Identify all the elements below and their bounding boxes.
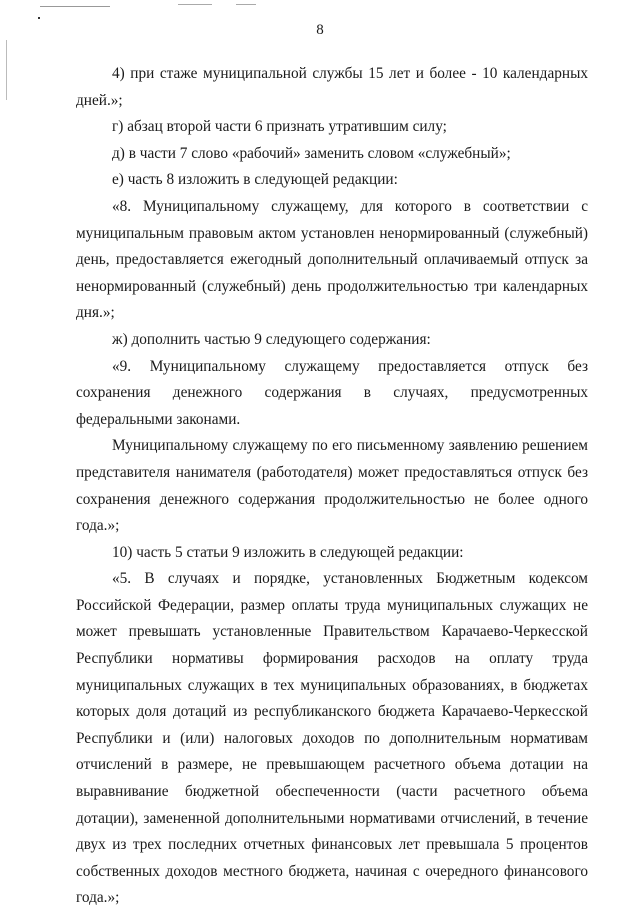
paragraph: 10) часть 5 статьи 9 изложить в следующей редакции: <box>112 543 464 561</box>
document-body <box>76 61 588 912</box>
paragraph: Муниципальному служащему по его письменному заявлению решением представителя нанимателя (работодателя) может предоставляться отпуск без сохранения денежного содержания продолжительностью не более одного года.»; <box>76 437 588 535</box>
paragraph: г) абзац второй части 6 признать утратившим силу; <box>112 118 447 136</box>
scan-mark <box>38 17 40 19</box>
paragraph: 4) при стаже муниципальной службы 15 лет и более - 10 календарных дней.»; <box>76 65 588 109</box>
scan-mark <box>178 4 212 5</box>
scan-mark <box>6 40 7 100</box>
scan-mark <box>40 6 110 7</box>
paragraph: е) часть 8 изложить в следующей редакции: <box>112 171 398 189</box>
paragraph: «8. Муниципальному служащему, для которого в соответствии с муниципальным правовым актом установлен ненормированный (служебный) день, предоставляется ежегодный дополнительный оплачиваемый отпуск за ненормированный (служебный) день продолжительностью три календарных дня.»; <box>76 197 588 322</box>
paragraph: д) в части 7 слово «рабочий» заменить словом «служебный»; <box>112 144 511 162</box>
scan-mark <box>236 4 256 5</box>
paragraph: «9. Муниципальному служащему предоставляется отпуск без сохранения денежного содержания в случаях, предусмотренных федеральными законами. <box>76 357 588 428</box>
page-number: 8 <box>316 22 324 38</box>
paragraph: ж) дополнить частью 9 следующего содержания: <box>112 330 431 348</box>
paragraph: «5. В случаях и порядке, установленных Бюджетным кодексом Российской Федерации, размер оплаты труда муниципальных служащих не может превышать установленные Правительством Карачаево-Черкесской Республики нормативы формирования расходов на оплату труда муниципальных служащих в тех муниципальных образованиях, в бюджетах которых доля дотаций из республиканского бюджета Карачаево-Черкесской Республики и (или) налоговых доходов по дополнительным нормативам отчислений в размере, не превышающем расчетного объема дотации на выравнивание бюджетной обеспеченности (части расчетного объема дотации), замененной дополнительными нормативами отчислений, в течение двух из трех последних отчетных финансовых лет превышала 5 процентов собственных доходов местного бюджета, начиная с очередного финансового года.»; <box>76 570 588 907</box>
